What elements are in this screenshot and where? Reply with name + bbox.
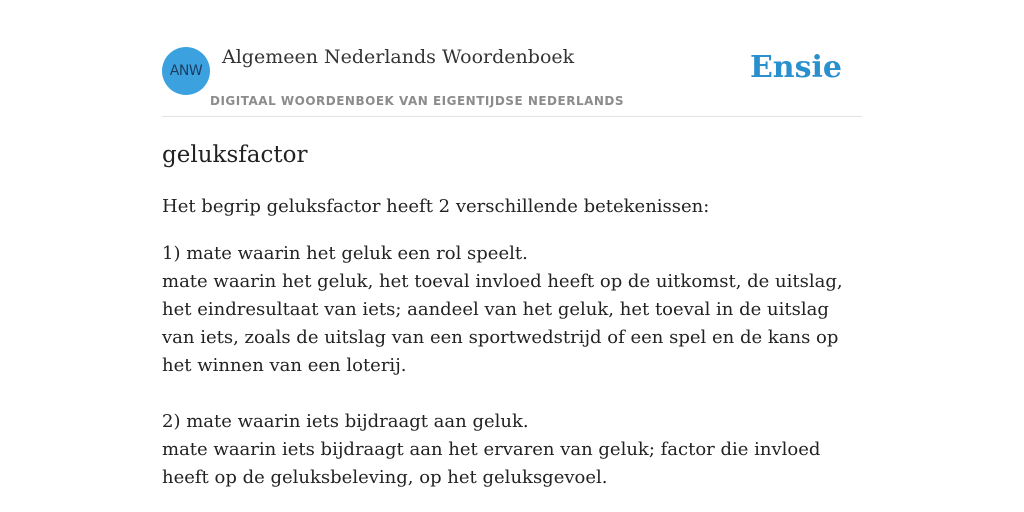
entry-content xyxy=(162,140,862,492)
definition-item xyxy=(162,408,862,492)
site-title[interactable]: Algemeen Nederlands Woordenboek xyxy=(222,46,575,68)
definition-item xyxy=(162,240,862,380)
site-subtitle: DIGITAAL WOORDENBOEK VAN EIGENTIJDSE NEDERLANDS xyxy=(210,94,625,108)
entry-intro: Het begrip geluksfactor heeft 2 verschillende betekenissen: xyxy=(162,196,710,217)
logo-text: ANW xyxy=(169,63,203,79)
definition-heading: 2) mate waarin iets bijdraagt aan geluk. xyxy=(162,411,529,432)
definition-heading: 1) mate waarin het geluk een rol speelt. xyxy=(162,243,528,264)
site-header xyxy=(162,0,862,117)
definition-text: mate waarin het geluk, het toeval invloed heeft op de uitkomst, de uitslag, het eindresultaat van iets; aandeel van het geluk, het toeval in de uitslag van iets, zoals de uitslag van een sportwedstrijd of een spel en de kans op het winnen van een loterij. xyxy=(162,271,843,376)
definition-text: mate waarin iets bijdraagt aan het ervaren van geluk; factor die invloed heeft op de geluksbeleving, op het geluksgevoel. xyxy=(162,439,821,488)
entry-title: geluksfactor xyxy=(162,142,308,168)
anw-logo[interactable] xyxy=(162,47,210,95)
ensie-brand-link[interactable]: Ensie xyxy=(749,50,842,85)
